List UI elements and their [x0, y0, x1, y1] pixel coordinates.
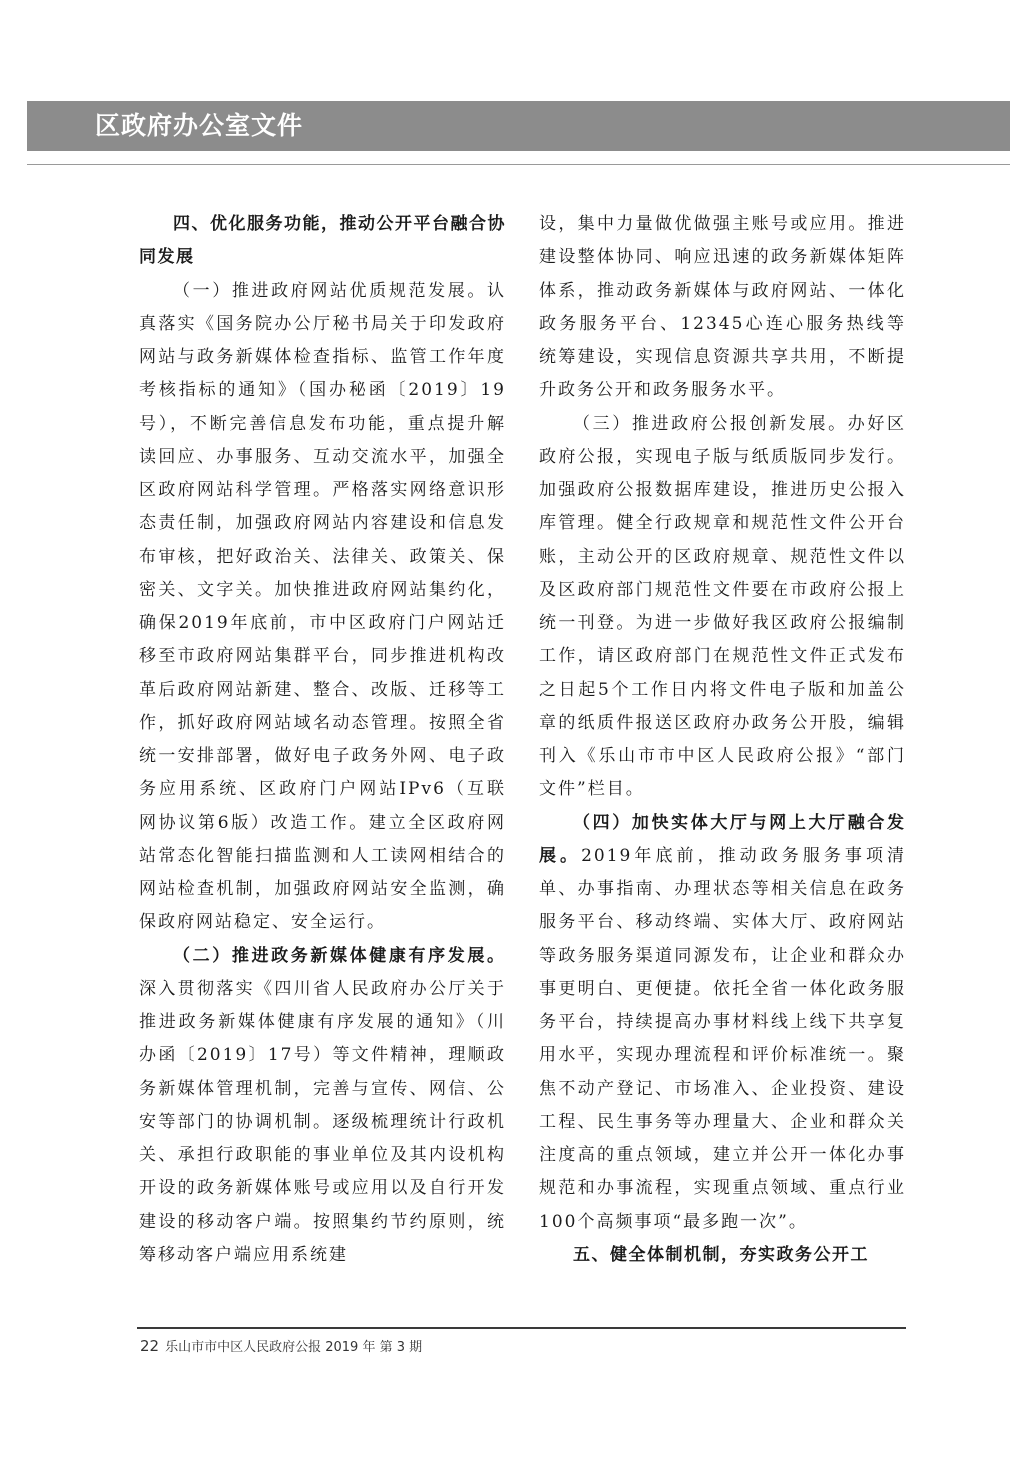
paragraph-body: 办好区政府公报，实现电子版与纸质版同步发行。加强政府公报数据库建设，推进历史公报入库管理。健全行政规章和规范性文件公开台账，主动公开的区政府规章、规范性文件以及区政府部门规范性文件要在市政府公报上统一刊登。为进一步做好我区政府公报编制工作，请区政府部门在规范性文件正式发布之日起5个工作日内将文件电子版和加盖公章的纸质件报送区政府办政务公开股，编辑刊入《乐山市市中区人民政府公报》“部门文件”栏目。 — [539, 413, 906, 800]
paragraph-lead: （四）加快实体大厅与网上大厅融合发展。 — [539, 812, 906, 866]
paragraph-lead: （二）推进政务新媒体健康有序发展。 — [173, 945, 506, 966]
publication-name: 乐山市市中区人民政府公报 2019 年 第 3 期 — [165, 1340, 423, 1355]
footer-divider — [137, 1327, 906, 1329]
page-footer — [140, 1336, 422, 1355]
paragraph-body: 深入贯彻落实《四川省人民政府办公厅关于推进政务新媒体健康有序发展的通知》（川办函〔2019〕17号）等文件精神，理顺政务新媒体管理机制，完善与宣传、网信、公安等部门的协调机制。逐级梳理统计行政机关、承担行政职能的事业单位及其内设机构开设的政务新媒体账号或应用以及自行开发建设的移动客户端。按照集约节约原则，统筹移动客户端应用系统建 — [139, 978, 506, 1265]
paragraph-body: 2019年底前，推动政务服务事项清单、办事指南、办理状态等相关信息在政务服务平台、移动终端、实体大厅、政府网站等政务服务渠道同源发布，让企业和群众办事更明白、更便捷。依托全省一体化政务服务平台，持续提高办事材料线上线下共享复用水平，实现办理流程和评价标准统一。聚焦不动产登记、市场准入、企业投资、建设工程、民生事务等办理量大、企业和群众关注度高的重点领域，建立并公开一体化办事规范和办事流程，实现重点领域、重点行业100个高频事项“最多跑一次”。 — [539, 845, 907, 1232]
paragraph-new-media-continued: 设，集中力量做优做强主账号或应用。推进建设整体协同、响应迅速的政务新媒体矩阵体系，推动政务新媒体与政府网站、一体化政务服务平台、12345心连心服务热线等统筹建设，实现信息资源共享共用，不断提升政务公开和政务服务水平。 — [539, 214, 906, 401]
section-heading-4: 四、优化服务功能，推动公开平台融合协同发展 — [139, 214, 506, 268]
paragraph-lead: （三）推进政府公报创新发展。 — [573, 413, 848, 434]
paragraph-gazette — [539, 408, 906, 807]
right-column — [539, 208, 906, 1272]
left-column — [139, 208, 506, 1272]
header-banner — [27, 101, 1010, 151]
paragraph-service-hall — [539, 807, 906, 1239]
section-title: 区政府办公室文件 — [95, 111, 304, 140]
paragraph-new-media — [139, 940, 506, 1273]
page-number: 22 — [140, 1337, 160, 1355]
header-divider — [27, 164, 1010, 165]
section-heading-5: 五、健全体制机制，夯实政务公开工 — [573, 1244, 869, 1265]
paragraph-website — [139, 275, 506, 940]
paragraph-lead: （一）推进政府网站优质规范发展。 — [173, 280, 487, 301]
paragraph-body: 认真落实《国务院办公厅秘书局关于印发政府网站与政务新媒体检查指标、监管工作年度考核指标的通知》（国办秘函〔2019〕19号），不断完善信息发布功能，重点提升解读回应、办事服务、互动交流水平，加强全区政府网站科学管理。严格落实网络意识形态责任制，加强政府网站内容建设和信息发布审核，把好政治关、法律关、政策关、保密关、文字关。加快推进政府网站集约化，确保2019年底前，市中区政府门户网站迁移至市政府网站集群平台，同步推进机构改革后政府网站新建、整合、改版、迁移等工作，抓好政府网站域名动态管理。按照全省统一安排部署，做好电子政务外网、电子政务应用系统、区政府门户网站IPv6（互联网协议第6版）改造工作。建立全区政府网站常态化智能扫描监测和人工读网相结合的网站检查机制，加强政府网站安全监测，确保政府网站稳定、安全运行。 — [139, 280, 506, 933]
